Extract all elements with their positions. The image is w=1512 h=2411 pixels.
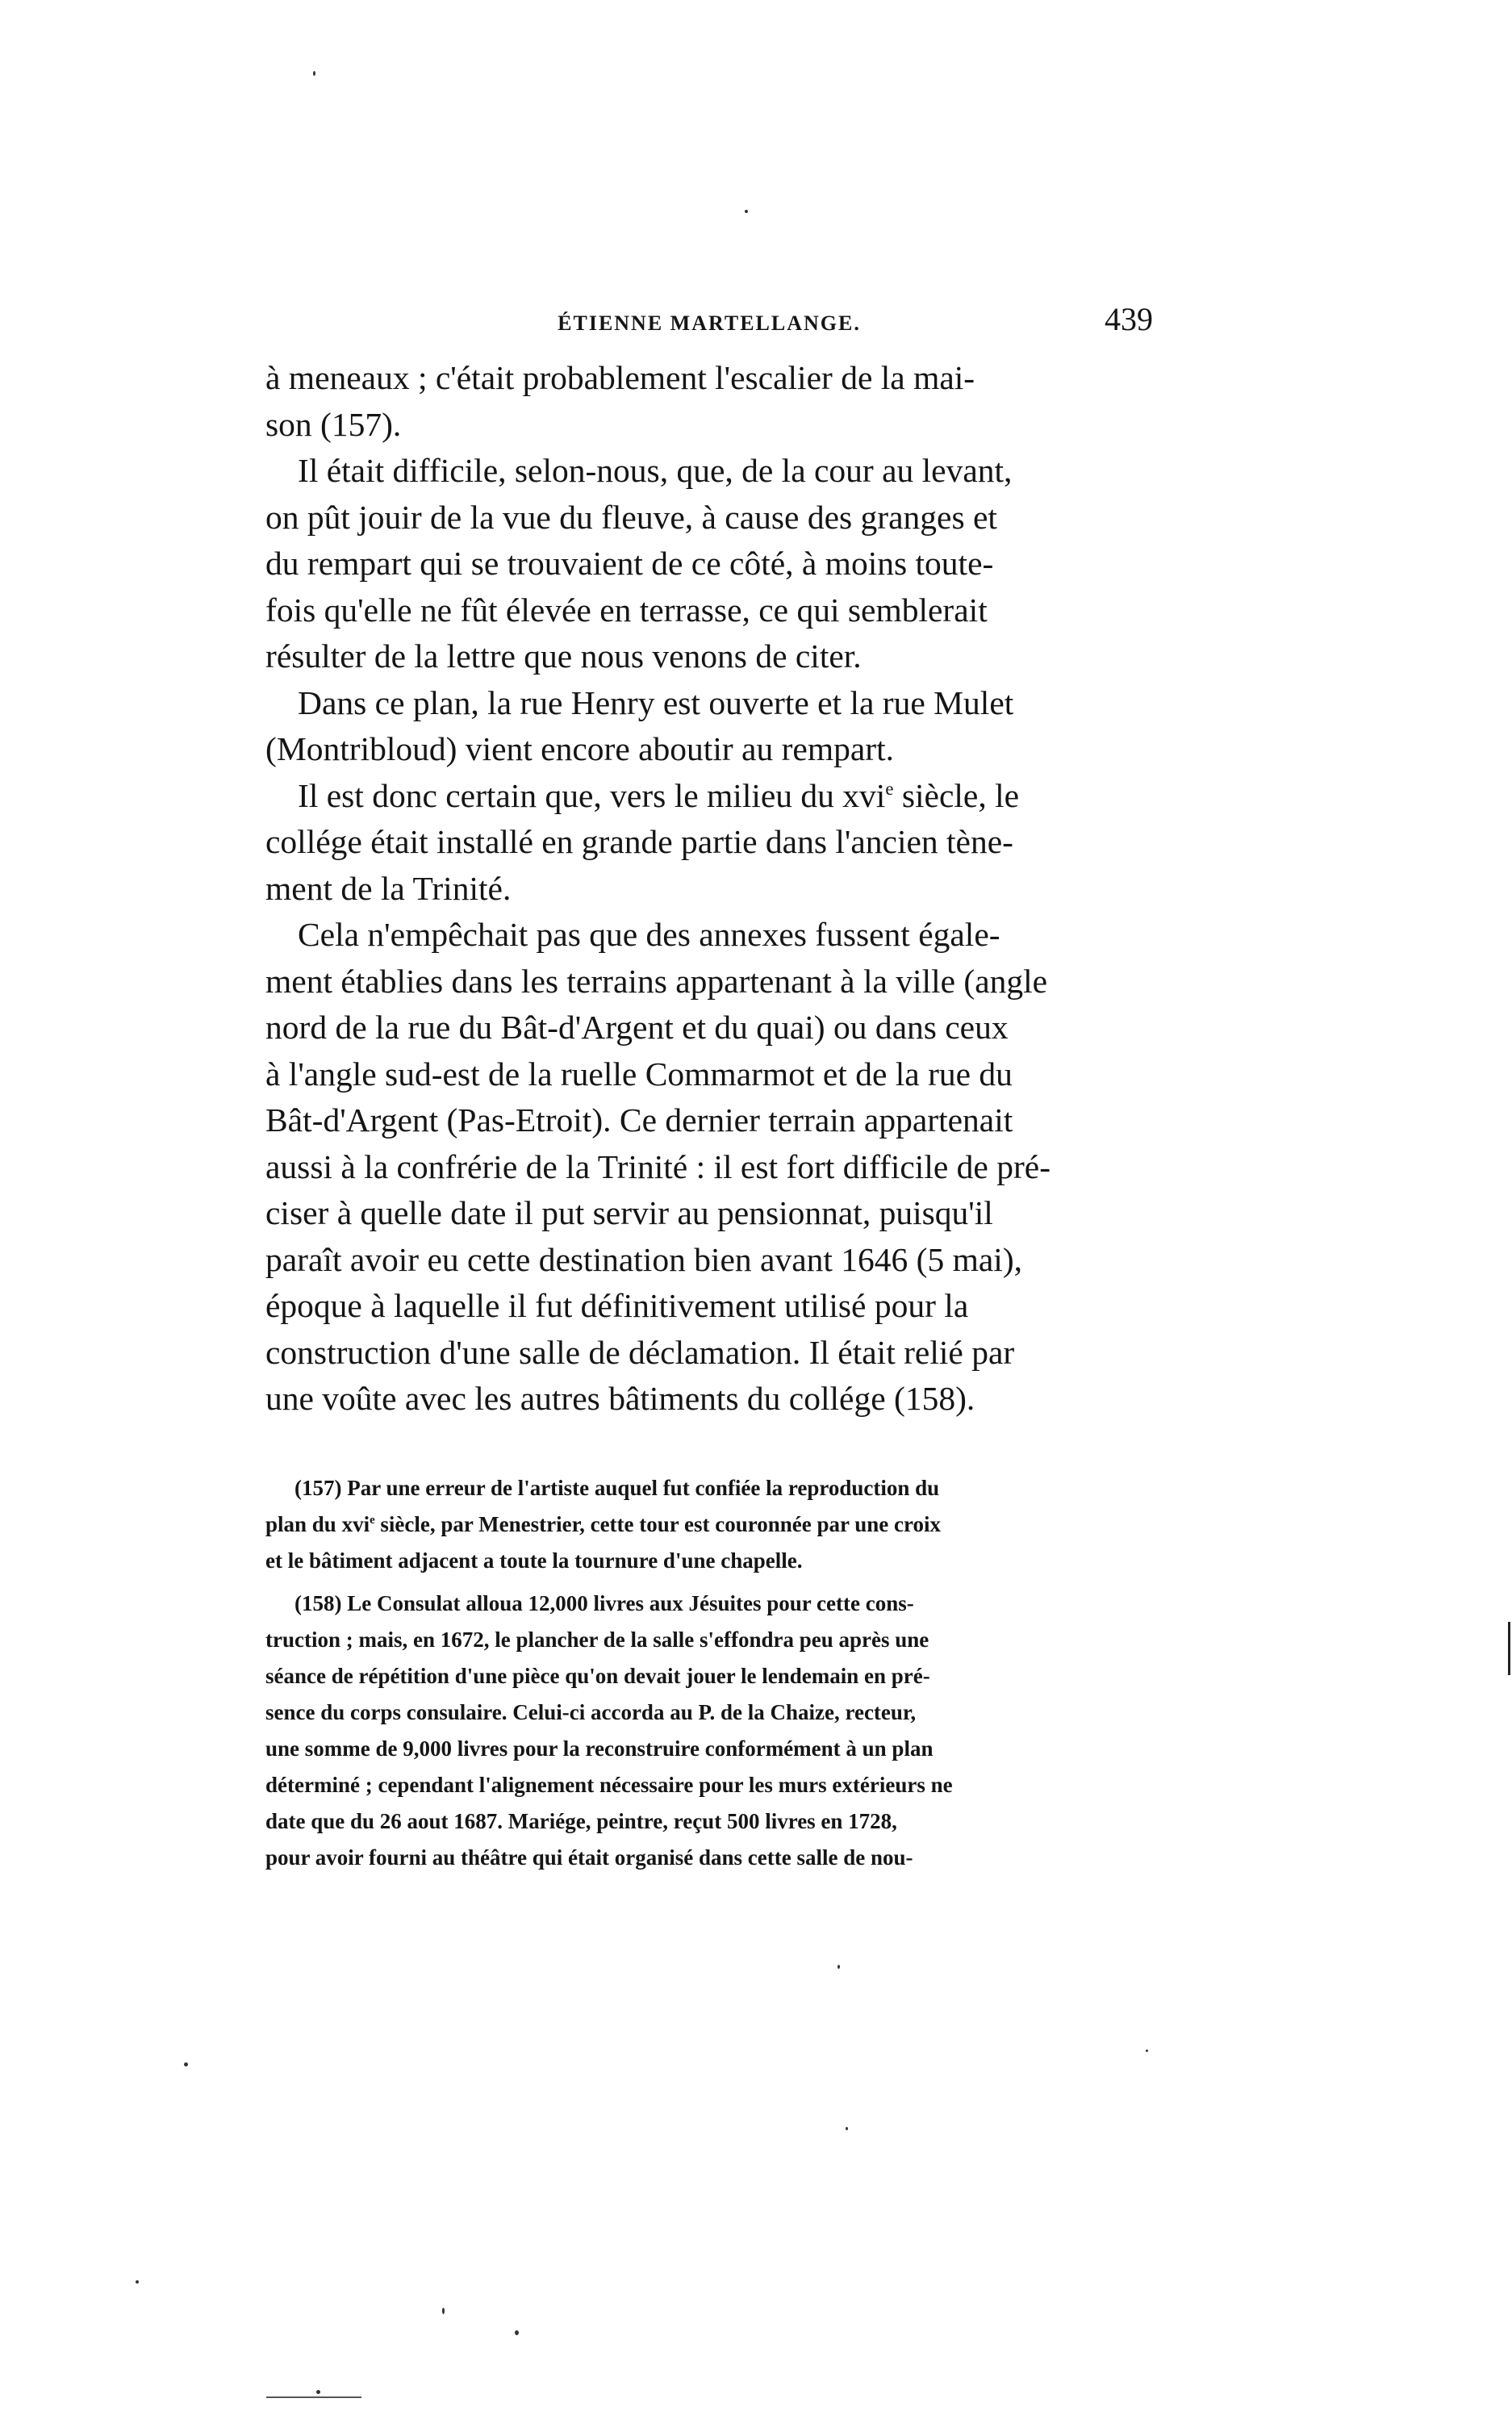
text-line: à l'angle sud-est de la ruelle Commarmot et de la rue du <box>265 1055 1013 1093</box>
text-line: du rempart qui se trouvaient de ce côté, à moins toute- <box>265 545 994 582</box>
text-line: ment établies dans les terrains appartenant à la ville (angle <box>265 962 1048 1000</box>
text-line: ment de la Trinité. <box>265 869 512 907</box>
text-line: Il est donc certain que, vers le milieu du xvi <box>298 776 886 814</box>
page-header <box>265 300 1153 349</box>
text-line: ciser à quelle date il put servir au pensionnat, puisqu'il <box>265 1194 993 1231</box>
scan-speck <box>316 2390 320 2394</box>
footnote-line: une somme de 9,000 livres pour la reconstruire conformément à un plan <box>265 1736 934 1761</box>
text-line: une voûte avec les autres bâtiments du collége (158). <box>265 1380 975 1417</box>
scan-speck <box>184 2062 188 2066</box>
text-line: collége était installé en grande partie dans l'ancien tène- <box>265 823 1013 860</box>
scan-speck <box>1146 2050 1148 2052</box>
footnote-line: truction ; mais, en 1672, le plancher de la salle s'effondra peu après une <box>265 1628 929 1652</box>
text-line: construction d'une salle de déclamation. Il était relié par <box>265 1333 1015 1371</box>
text-line: on pût jouir de la vue du fleuve, à cause des granges et <box>265 498 997 536</box>
main-text <box>265 355 1131 1423</box>
text-line: nord de la rue du Bât-d'Argent et du quai) ou dans ceux <box>265 1009 1009 1046</box>
footnote-line: séance de répétition d'une pièce qu'on devait jouer le lendemain en pré- <box>265 1664 930 1688</box>
scan-speck <box>136 2280 139 2284</box>
superscript: e <box>885 778 894 799</box>
footnote-line: pour avoir fourni au théâtre qui était organisé dans cette salle de nou- <box>265 1845 913 1870</box>
footnote-line: déterminé ; cependant l'alignement nécessaire pour les murs extérieurs ne <box>265 1773 953 1797</box>
scan-line <box>266 2396 361 2398</box>
text-line: son (157). <box>265 405 402 443</box>
text-line: époque à laquelle il fut définitivement utilisé pour la <box>265 1287 969 1324</box>
text-line: à meneaux ; c'était probablement l'escalier de la mai- <box>265 359 975 396</box>
text-line: Cela n'empêchait pas que des annexes fussent égale- <box>298 916 1000 953</box>
superscript: e <box>370 1514 375 1527</box>
text-line: Bât-d'Argent (Pas-Etroit). Ce dernier terrain appartenait <box>265 1101 1013 1139</box>
paragraph-3 <box>265 680 1131 773</box>
text-line: fois qu'elle ne fût élevée en terrasse, ce qui semblerait <box>265 591 988 629</box>
scan-speck <box>745 210 748 213</box>
footnote-157 <box>265 1470 1131 1579</box>
text-line: résulter de la lettre que nous venons de citer. <box>265 637 862 675</box>
scan-speck <box>837 1965 840 1969</box>
footnote-line: (157) Par une erreur de l'artiste auquel fut confiée la reproduction du <box>294 1476 940 1500</box>
text-line: Dans ce plan, la rue Henry est ouverte et la rue Mulet <box>298 683 1014 721</box>
text-line-continuation: siècle, le <box>893 776 1020 814</box>
footnote-line: sence du corps consulaire. Celui-ci accorda au P. de la Chaize, recteur, <box>265 1700 917 1724</box>
paragraph-1 <box>265 355 1131 448</box>
footnote-line: (158) Le Consulat alloua 12,000 livres aux Jésuites pour cette cons- <box>294 1591 914 1615</box>
text-line: Il était difficile, selon-nous, que, de la cour au levant, <box>298 452 1013 489</box>
paragraph-5 <box>265 912 1131 1423</box>
scan-speck <box>846 2127 848 2130</box>
paragraph-4 <box>265 773 1131 913</box>
footnote-line: date que du 26 aout 1687. Mariége, peintre, reçut 500 livres en 1728, <box>265 1809 897 1833</box>
paragraph-2 <box>265 448 1131 680</box>
page-number: 439 <box>1105 301 1153 337</box>
scan-speck <box>442 2308 445 2314</box>
footnote-line: plan du xvi <box>265 1512 370 1536</box>
running-title: ÉTIENNE MARTELLANGE. <box>558 311 861 335</box>
footnote-158 <box>265 1586 1131 1876</box>
text-line: aussi à la confrérie de la Trinité : il est fort difficile de pré- <box>265 1147 1051 1185</box>
scan-speck <box>515 2330 519 2335</box>
footnote-line: et le bâtiment adjacent a toute la tournure d'une chapelle. <box>265 1548 803 1573</box>
footnotes <box>265 1470 1131 1882</box>
margin-mark <box>1508 1622 1510 1675</box>
text-line: paraît avoir eu cette destination bien avant 1646 (5 mai), <box>265 1240 1023 1278</box>
scan-speck <box>313 71 315 76</box>
footnote-line-continuation: siècle, par Menestrier, cette tour est couronnée par une croix <box>374 1512 942 1536</box>
text-line: (Montribloud) vient encore aboutir au rempart. <box>265 730 895 767</box>
